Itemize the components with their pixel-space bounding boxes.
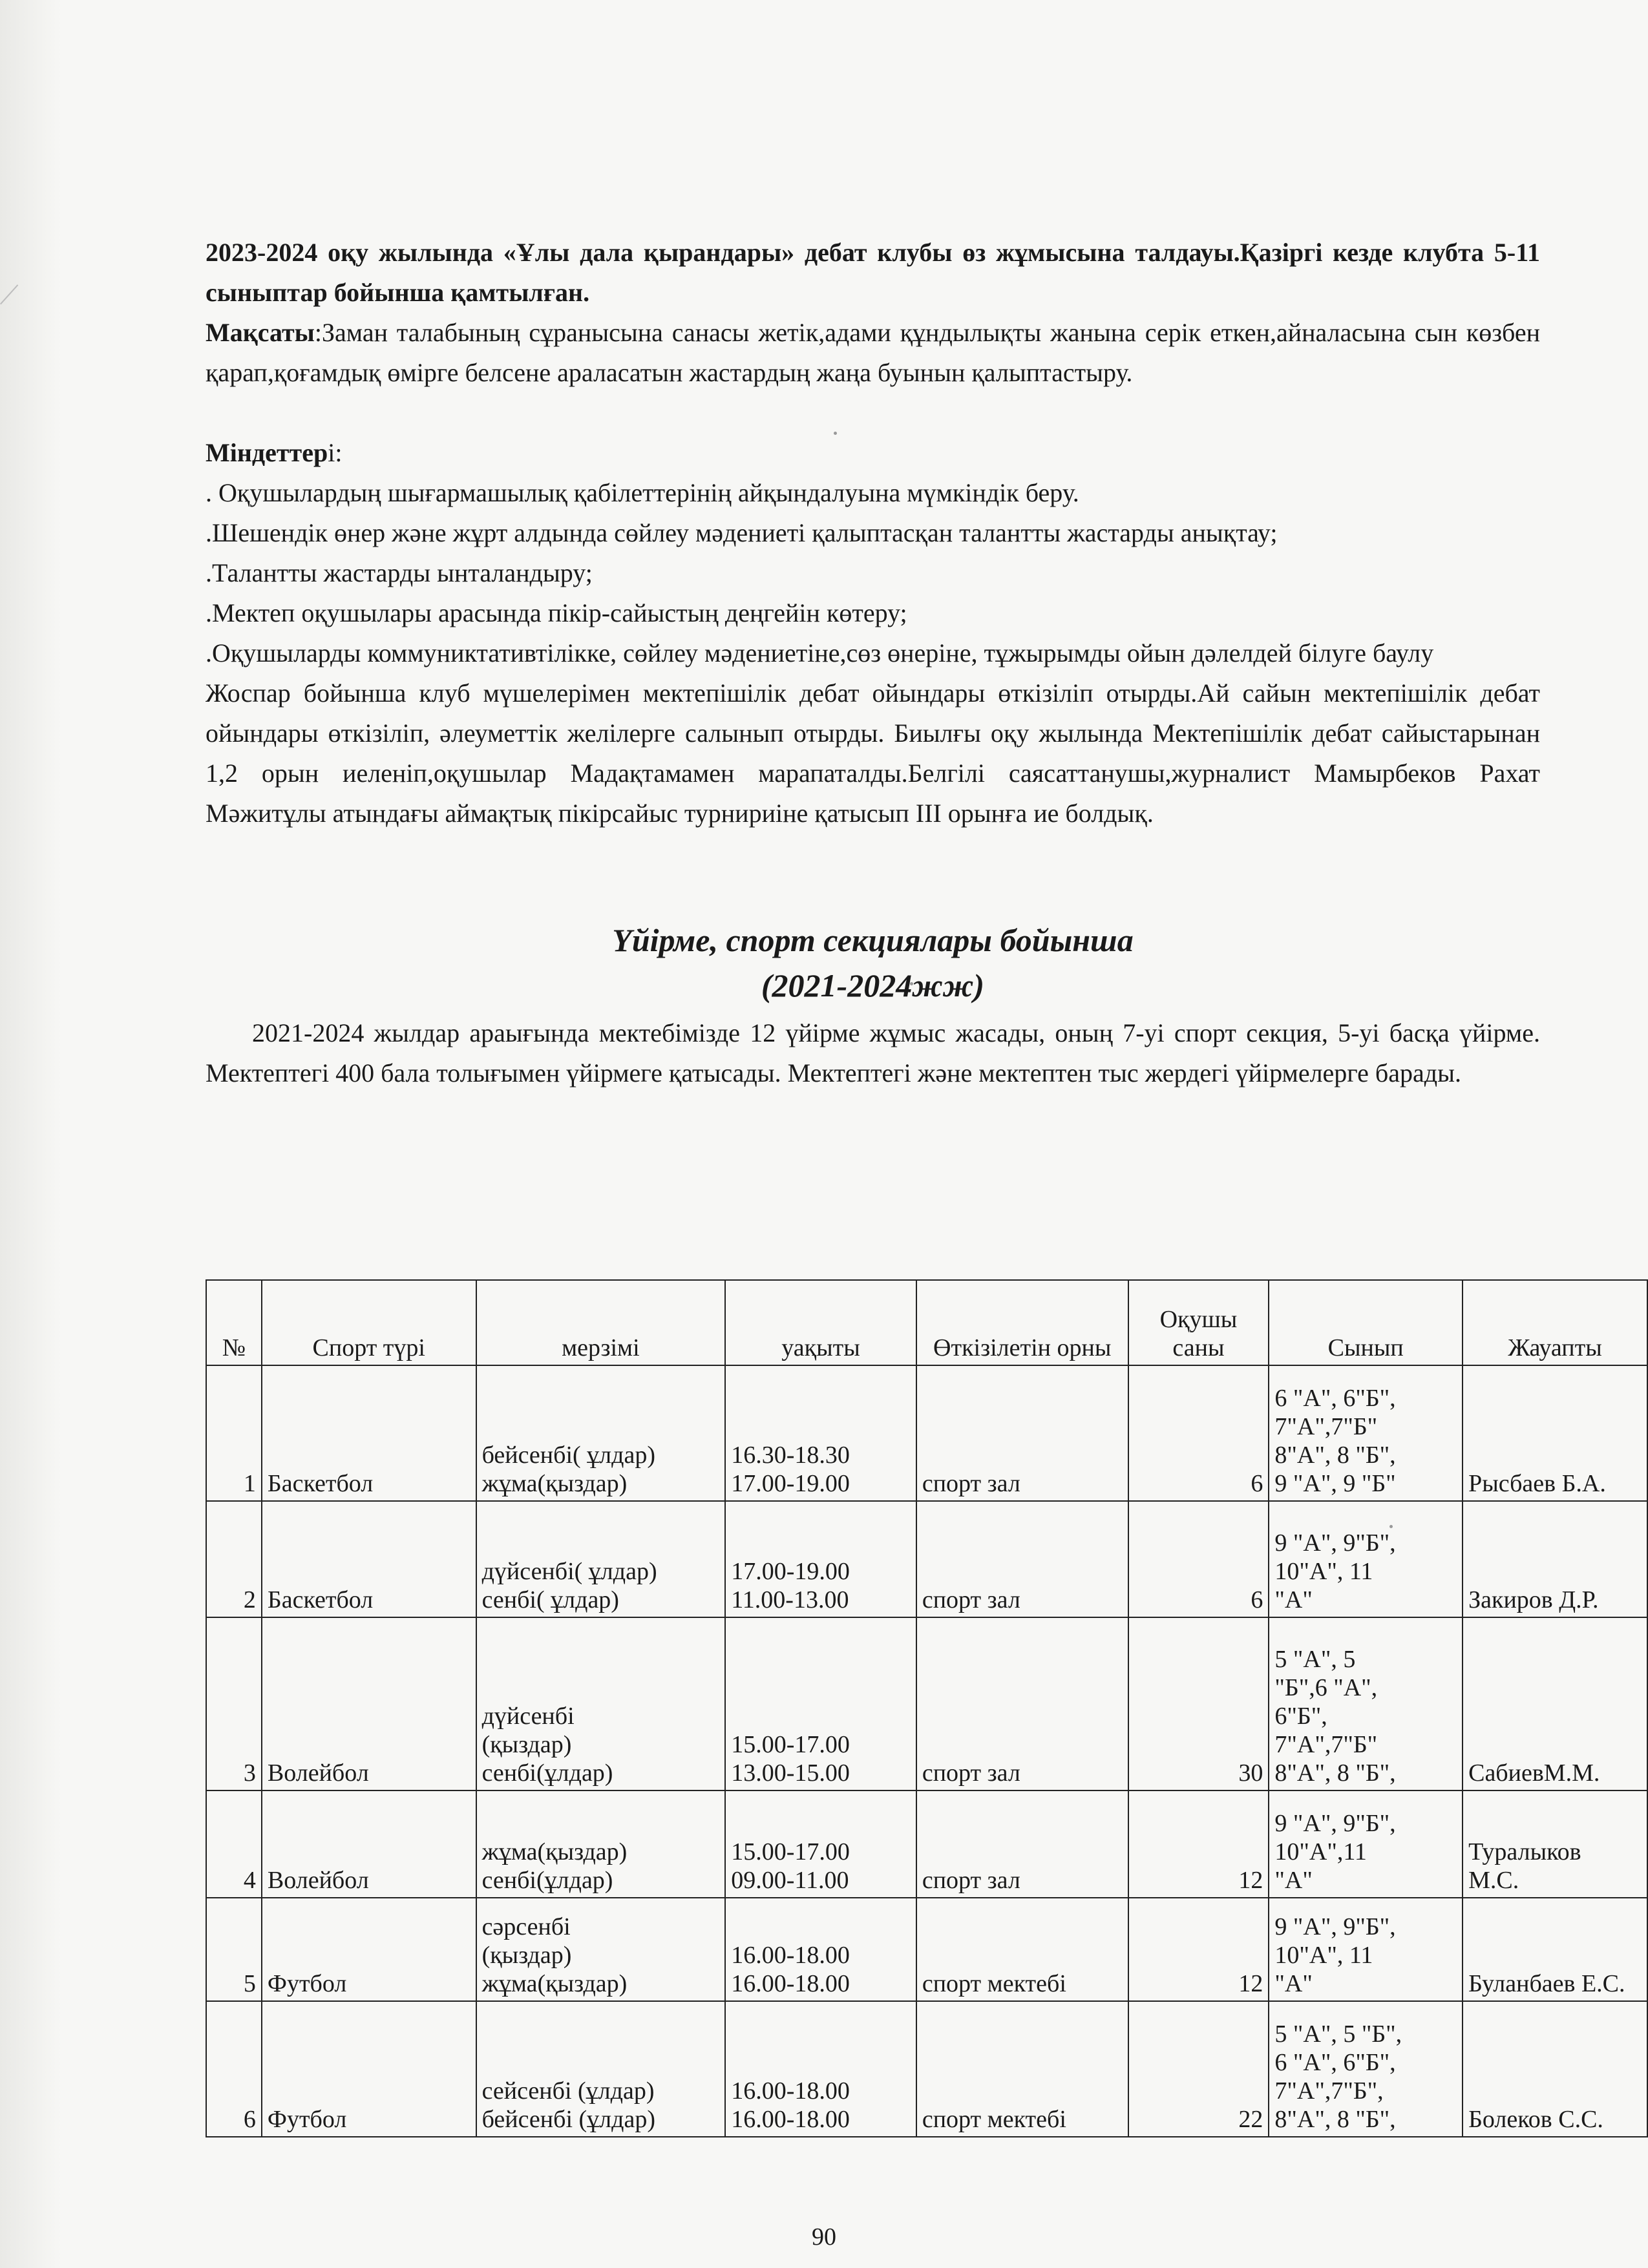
tasks-label: Міндеттер [206,438,328,467]
header-place: Өткізілетін орны [916,1280,1128,1365]
cell-term: бейсенбі( ұлдар) жұма(қыздар) [476,1365,726,1501]
cell-count: 6 [1128,1501,1269,1617]
scan-edge [0,0,61,2268]
section-intro: 2021-2024 жылдар араығында мектебімізде 12 үйірме жұмыс жасады, оның 7-уі спорт секция, 5-уі басқа үйірме. Мектептегі 400 бала толығымен үйірмеге қатысады. Мектептегі және мектептен тыс жердегі үйірмелерге барады. [206,1018,1540,1087]
cell-time: 15.00-17.00 09.00-11.00 [725,1790,916,1898]
cell-no: 5 [206,1898,262,2001]
cell-no: 2 [206,1501,262,1617]
cell-place: спорт мектебі [916,1898,1128,2001]
cell-sport: Баскетбол [262,1501,476,1617]
cell-term: сәрсенбі (қыздар) жұма(қыздар) [476,1898,726,2001]
header-time: уақыты [725,1280,916,1365]
cell-time: 16.00-18.00 16.00-18.00 [725,1898,916,2001]
cell-time: 15.00-17.00 13.00-15.00 [725,1617,916,1790]
cell-responsible: Рысбаев Б.А. [1463,1365,1647,1501]
cell-place: спорт мектебі [916,2001,1128,2137]
table-row [206,1501,1647,1617]
cell-term: сейсенбі (ұлдар) бейсенбі (ұлдар) [476,2001,726,2137]
cell-no: 4 [206,1790,262,1898]
tasks-colon: і: [328,438,343,467]
clubs-table [206,1279,1648,2137]
header-sport: Спорт түрі [262,1280,476,1365]
cell-count: 6 [1128,1365,1269,1501]
table-row [206,1790,1647,1898]
header-no: № [206,1280,262,1365]
aim-text: :Заман талабының сұранысына санасы жетік,адами құндылықты жанына серік еткен,айналасына сын көзбен қарап,қоғамдық өмірге белсене араласатын жастардың жаңа буынын қалыптастыру. [206,318,1540,387]
header-term: мерзімі [476,1280,726,1365]
report-summary: Жоспар бойынша клуб мүшелерімен мектепішілік дебат ойындары өткізіліп отырды.Ай сайын мектепішілік дебат ойындары өткізіліп, әлеуметтік желілерге салынып отырды. Биылғы оқу жылында Мектепішілік дебат сайыстарынан 1,2 орын иеленіп,оқушылар Мадақтамамен марапаталды.Белгілі саясаттанушы,журналист Мамырбеков Рахат Мәжитұлы атындағы аймақтық пікірсайыс турнириіне қатысып ІІІ орынға ие болдық. [206,678,1540,828]
cell-time: 16.30-18.30 17.00-19.00 [725,1365,916,1501]
cell-responsible: Буланбаев Е.С. [1463,1898,1647,2001]
table-header-row [206,1280,1647,1365]
report-title: 2023-2024 оқу жылында «Ұлы дала қырандары» дебат клубы өз жұмысына талдауы.Қазіргі кезде клубта 5-11 сыныптар бойынша қамтылған. [206,238,1540,307]
cell-no: 1 [206,1365,262,1501]
aim-label: Мақсаты [206,318,315,347]
cell-sport: Баскетбол [262,1365,476,1501]
document-page [206,233,1540,1093]
cell-no: 6 [206,2001,262,2137]
cell-count: 30 [1128,1617,1269,1790]
cell-responsible: Закиров Д.Р. [1463,1501,1647,1617]
report-aim [206,313,1540,393]
cell-grade: 9 "А", 9"Б", 10"А",11 "А" [1269,1790,1463,1898]
table-row [206,1617,1647,1790]
cell-responsible: Туралыков М.С. [1463,1790,1647,1898]
section-subtitle: (2021-2024жж) [761,967,985,1003]
section-title: Үйірме, спорт секциялары бойынша [612,922,1134,958]
cell-sport: Футбол [262,2001,476,2137]
page-number: 90 [812,2223,836,2251]
task-item: .Оқушыларды коммуниктативтілікке, сөйлеу мәдениетіне,сөз өнеріне, тұжырымды ойын дәлелдей білуге баулу [206,638,1434,667]
cell-time: 17.00-19.00 11.00-13.00 [725,1501,916,1617]
table-row [206,1898,1647,2001]
cell-no: 3 [206,1617,262,1790]
header-count: Оқушы саны [1128,1280,1269,1365]
cell-place: спорт зал [916,1617,1128,1790]
task-item: . Оқушылардың шығармашылық қабілеттерінің айқындалуына мүмкіндік беру. [206,478,1079,507]
cell-place: спорт зал [916,1790,1128,1898]
tasks-heading [206,433,1540,473]
cell-count: 22 [1128,2001,1269,2137]
cell-grade: 5 "А", 5 "Б",6 "А", 6"Б", 7"А",7"Б" 8"А", 8 "Б", [1269,1617,1463,1790]
header-responsible: Жауапты [1463,1280,1647,1365]
cell-term: дүйсенбі( ұлдар) сенбі( ұлдар) [476,1501,726,1617]
cell-time: 16.00-18.00 16.00-18.00 [725,2001,916,2137]
cell-count: 12 [1128,1898,1269,2001]
cell-place: спорт зал [916,1501,1128,1617]
cell-responsible: СабиевМ.М. [1463,1617,1647,1790]
cell-grade: 9 "А", 9"Б", 10"А", 11 "А" [1269,1898,1463,2001]
header-grade: Сынып [1269,1280,1463,1365]
cell-count: 12 [1128,1790,1269,1898]
table-row [206,2001,1647,2137]
task-item: .Мектеп оқушылары арасында пікір-сайыстың деңгейін көтеру; [206,598,907,627]
table-row [206,1365,1647,1501]
cell-term: дүйсенбі (қыздар) сенбі(ұлдар) [476,1617,726,1790]
cell-sport: Волейбол [262,1790,476,1898]
cell-grade: 6 "А", 6"Б", 7"А",7"Б" 8"А", 8 "Б", 9 "А", 9 "Б" [1269,1365,1463,1501]
cell-grade: 9 "А", 9"Б", 10"А", 11 "А" [1269,1501,1463,1617]
task-item: .Шешендік өнер және жұрт алдында сөйлеу мәдениеті қалыптасқан талантты жастарды анықтау; [206,518,1278,547]
cell-sport: Волейбол [262,1617,476,1790]
cell-grade: 5 "А", 5 "Б", 6 "А", 6"Б", 7"А",7"Б", 8"А", 8 "Б", [1269,2001,1463,2137]
cell-sport: Футбол [262,1898,476,2001]
cell-term: жұма(қыздар) сенбі(ұлдар) [476,1790,726,1898]
cell-responsible: Болеков С.С. [1463,2001,1647,2137]
task-item: .Талантты жастарды ынталандыру; [206,558,593,587]
cell-place: спорт зал [916,1365,1128,1501]
